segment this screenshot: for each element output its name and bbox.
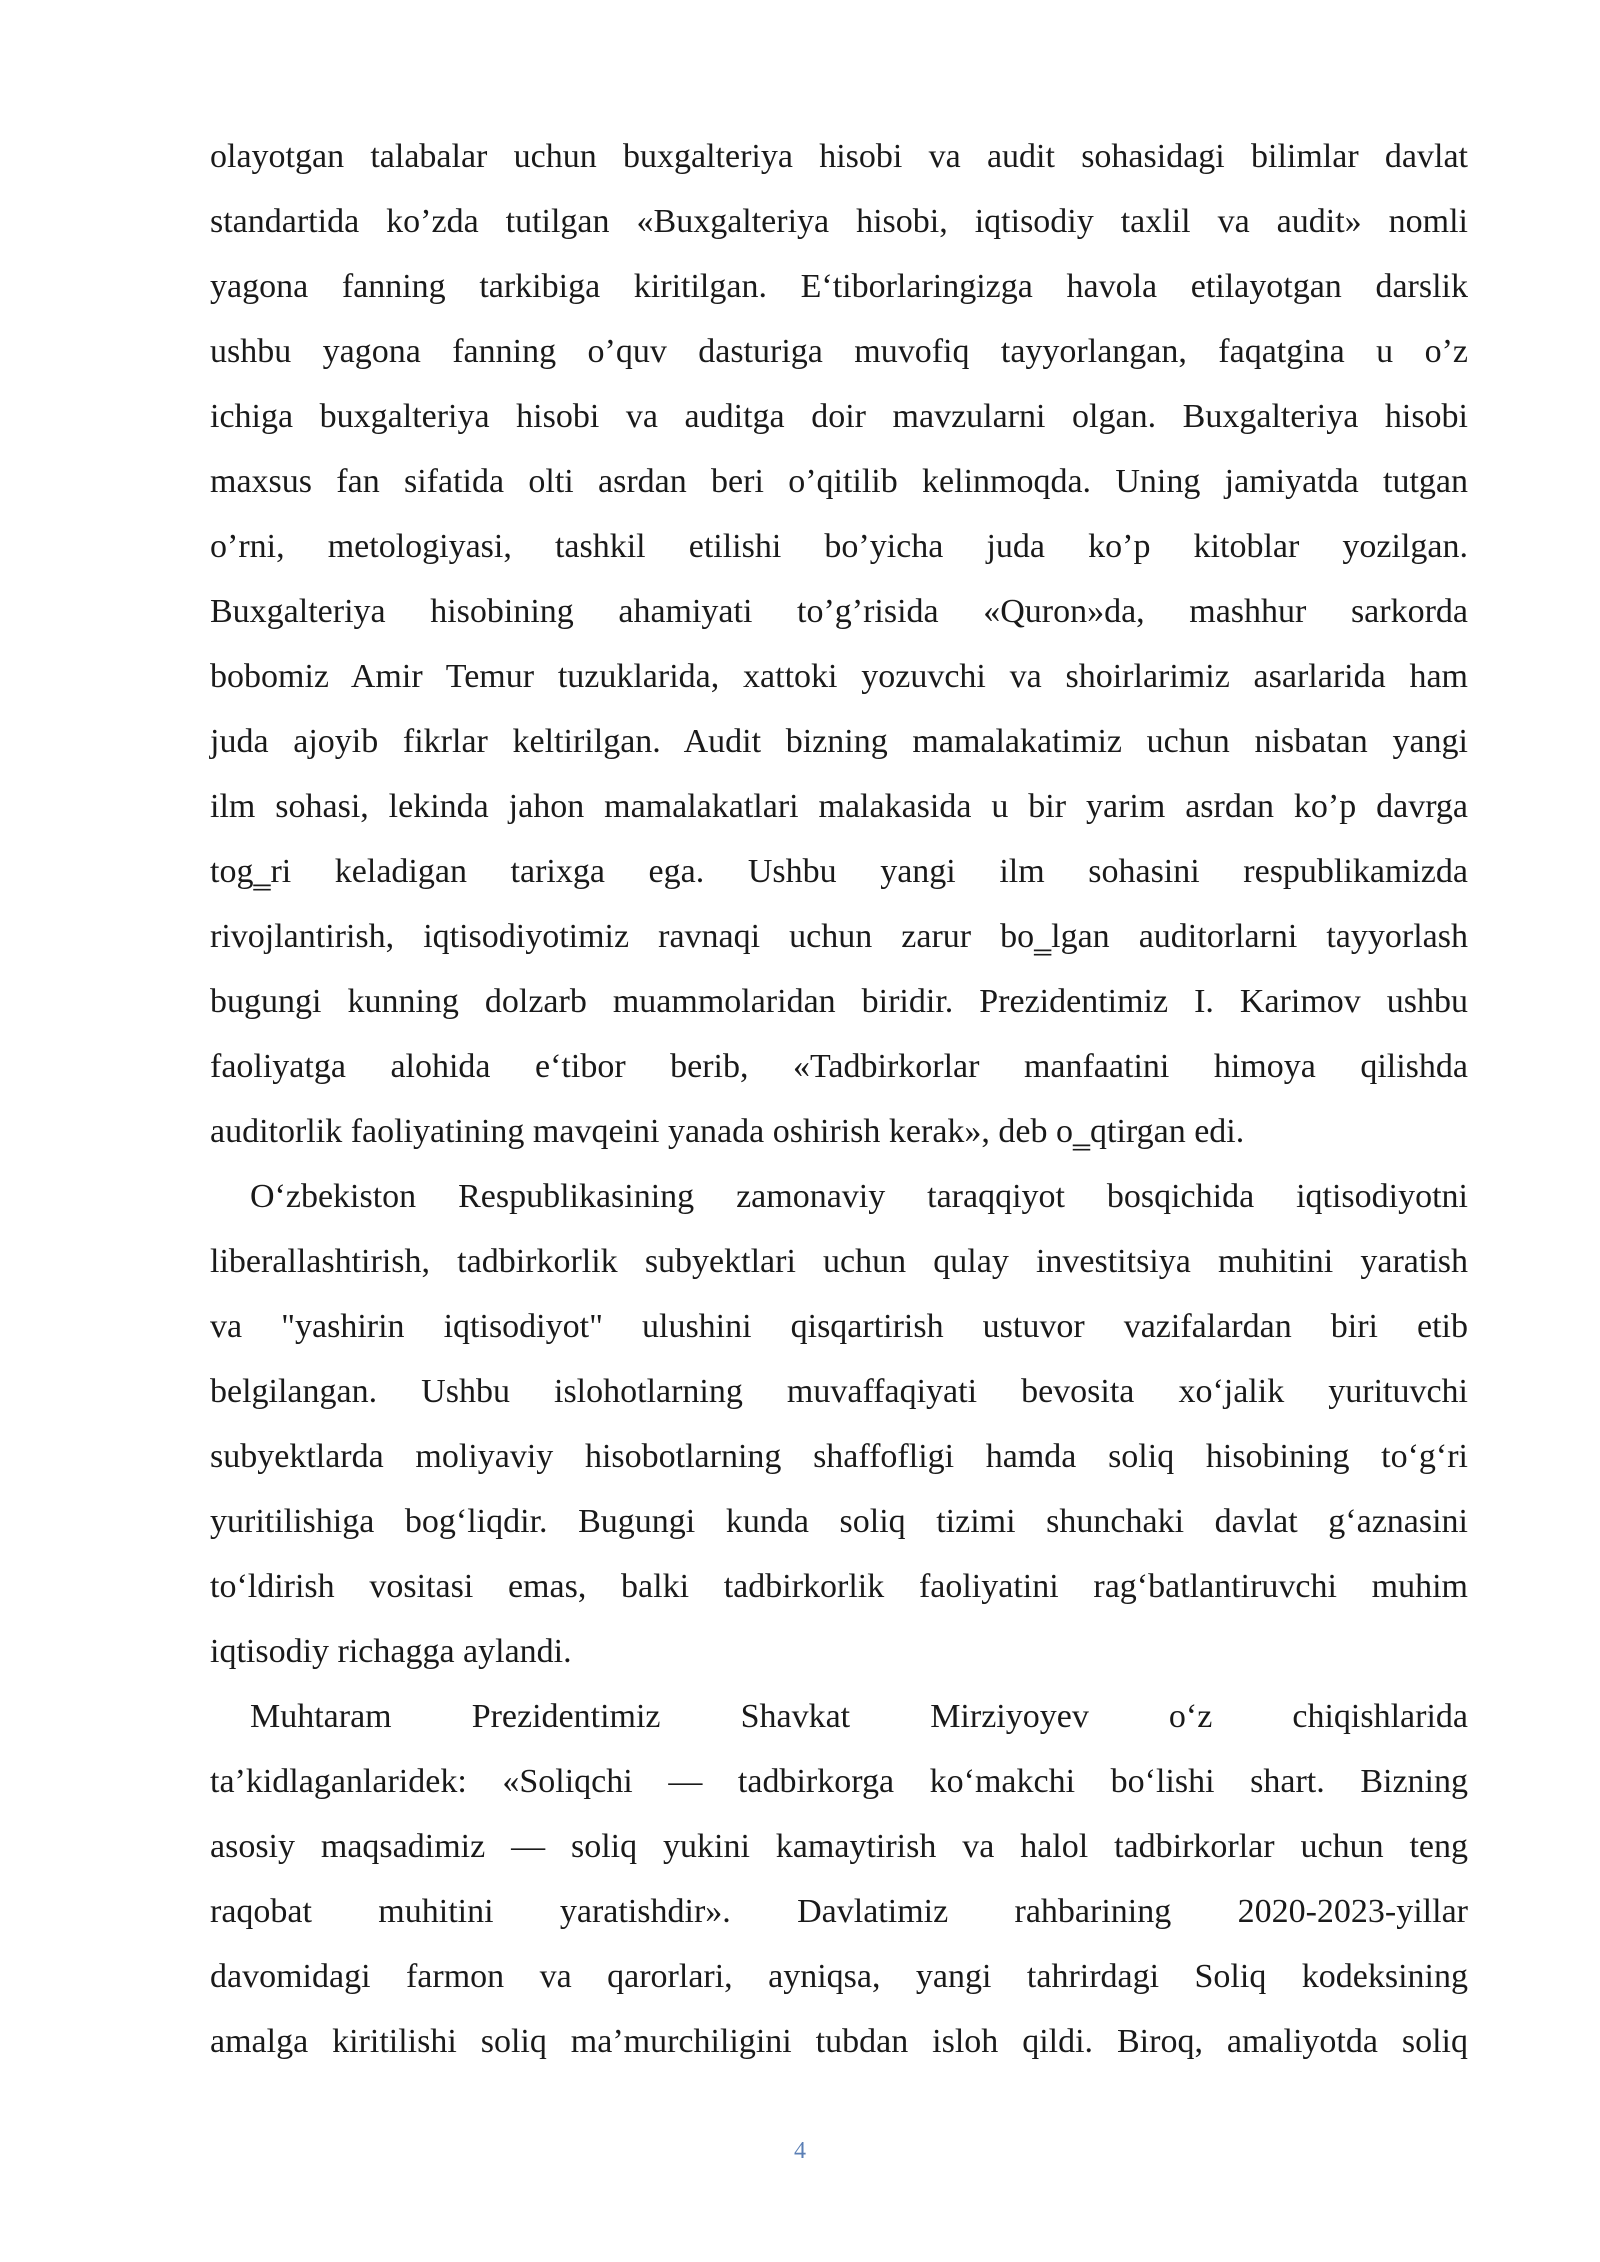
text-line: ilm sohasi, lekinda jahon mamalakatlari malakasida u bir yarim asrdan ko’p davrga [210,788,1468,825]
text-line: olayotgan talabalar uchun buxgalteriya hisobi va audit sohasidagi bilimlar davlat [210,138,1468,175]
text-line: belgilangan. Ushbu islohotlarning muvaffaqiyati bevosita xo‘jalik yurituvchi [210,1373,1468,1410]
text-line: auditorlik faoliyatining mavqeini yanada oshirish kerak», deb o‗qtirgan edi. [210,1113,1245,1150]
text-line: bugungi kunning dolzarb muammolaridan biridir. Prezidentimiz I. Karimov ushbu [210,983,1468,1020]
text-line: iqtisodiy richagga aylandi. [210,1633,572,1670]
text-line: davomidagi farmon va qarorlari, ayniqsa, yangi tahrirdagi Soliq kodeksining [210,1958,1468,1995]
text-line: faoliyatga alohida e‘tibor berib, «Tadbirkorlar manfaatini himoya qilishda [210,1048,1468,1085]
text-line: rivojlantirish, iqtisodiyotimiz ravnaqi uchun zarur bo‗lgan auditorlarni tayyorlash [210,918,1468,955]
text-line: Muhtaram Prezidentimiz Shavkat Mirziyoyev o‘z chiqishlarida [250,1698,1468,1735]
text-line: raqobat muhitini yaratishdir». Davlatimiz rahbarining 2020-2023-yillar [210,1893,1468,1930]
text-line: ushbu yagona fanning o’quv dasturiga muvofiq tayyorlangan, faqatgina u o’z [210,333,1468,370]
body-text [210,124,1468,2074]
text-line: standartida ko’zda tutilgan «Buxgalteriya hisobi, iqtisodiy taxlil va audit» nomli [210,203,1468,240]
text-line: yuritilishiga bog‘liqdir. Bugungi kunda soliq tizimi shunchaki davlat g‘aznasini [210,1503,1468,1540]
text-line: amalga kiritilishi soliq ma’murchiligini tubdan isloh qildi. Biroq, amaliyotda soliq [210,2023,1468,2060]
text-line: Buxgalteriya hisobining ahamiyati to’g’risida «Quron»da, mashhur sarkorda [210,593,1468,630]
text-line: tog‗ri keladigan tarixga ega. Ushbu yangi ilm sohasini respublikamizda [210,853,1468,890]
text-line: maxsus fan sifatida olti asrdan beri o’qitilib kelinmoqda. Uning jamiyatda tutgan [210,463,1468,500]
text-line: liberallashtirish, tadbirkorlik subyektlari uchun qulay investitsiya muhitini yaratish [210,1243,1468,1280]
text-line: O‘zbekiston Respublikasining zamonaviy taraqqiyot bosqichida iqtisodiyotni [250,1178,1468,1215]
text-line: va "yashirin iqtisodiyot" ulushini qisqartirish ustuvor vazifalardan biri etib [210,1308,1468,1345]
text-line: asosiy maqsadimiz — soliq yukini kamaytirish va halol tadbirkorlar uchun teng [210,1828,1468,1865]
text-line: ichiga buxgalteriya hisobi va auditga doir mavzularni olgan. Buxgalteriya hisobi [210,398,1468,435]
text-line: ta’kidlaganlaridek: «Soliqchi — tadbirkorga ko‘makchi bo‘lishi shart. Bizning [210,1763,1468,1800]
text-line: yagona fanning tarkibiga kiritilgan. E‘tiborlaringizga havola etilayotgan darslik [210,268,1468,305]
text-line: subyektlarda moliyaviy hisobotlarning shaffofligi hamda soliq hisobining to‘g‘ri [210,1438,1468,1475]
text-line: o’rni, metologiyasi, tashkil etilishi bo’yicha juda ko’p kitoblar yozilgan. [210,528,1468,565]
text-line: to‘ldirish vositasi emas, balki tadbirkorlik faoliyatini rag‘batlantiruvchi muhim [210,1568,1468,1605]
text-line: bobomiz Amir Temur tuzuklarida, xattoki yozuvchi va shoirlarimiz asarlarida ham [210,658,1468,695]
page-number: 4 [794,2138,806,2164]
text-line: juda ajoyib fikrlar keltirilgan. Audit bizning mamalakatimiz uchun nisbatan yangi [210,723,1468,760]
